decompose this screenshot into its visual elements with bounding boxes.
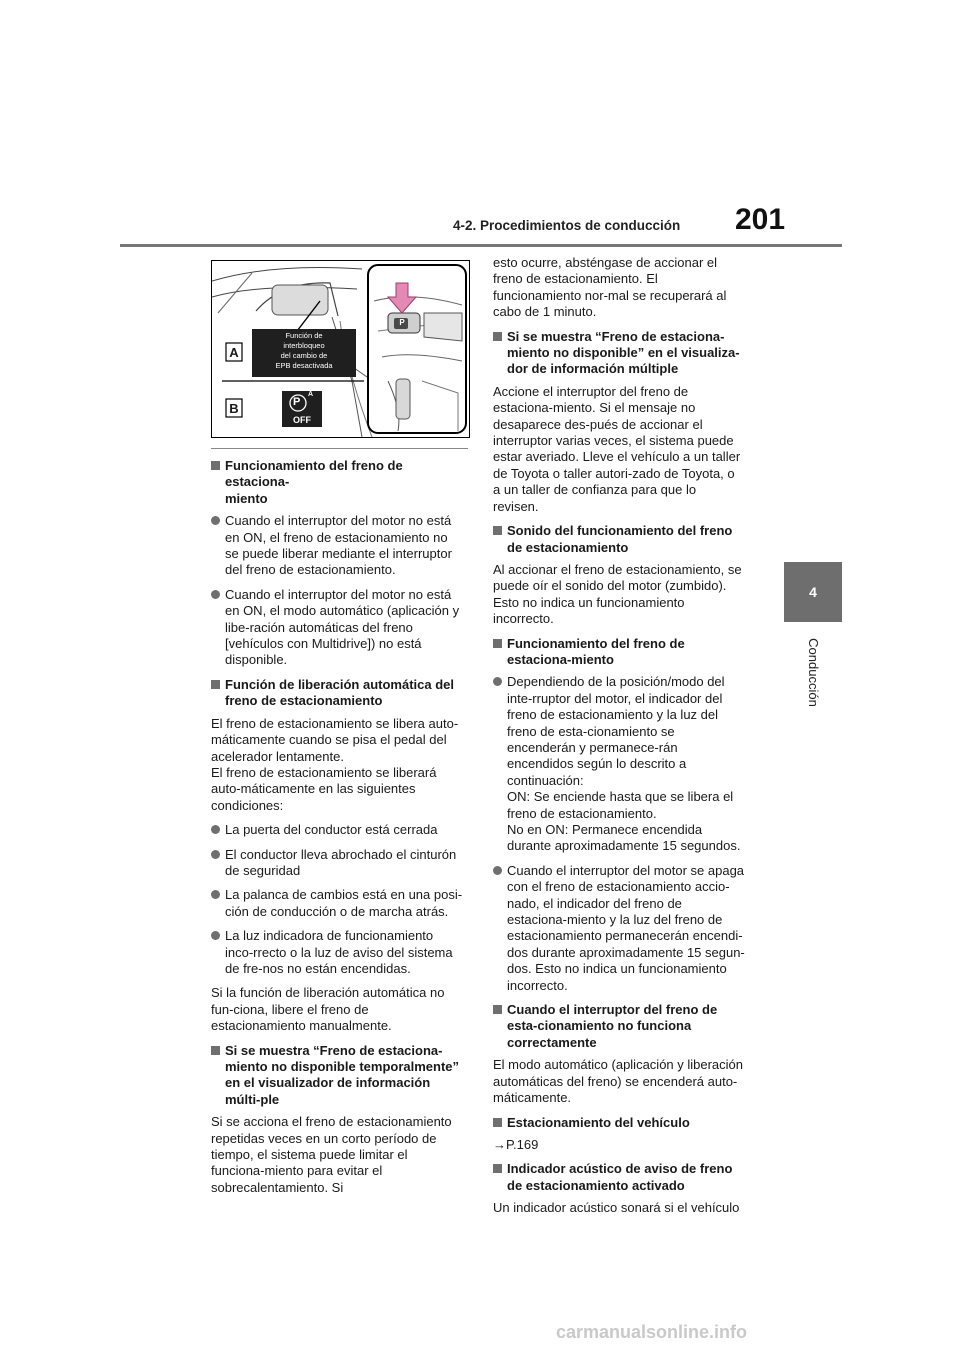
paragraph: esto ocurre, absténgase de accionar el freno de estacionamiento. El funcionamiento nor-mal se recuperará al cabo de 1 minuto. <box>493 255 727 320</box>
bullet-item: Dependiendo de la posición/modo del inte-rruptor del motor, el indicador del freno de estacionamiento y la luz del freno de esta-cionamiento se encenderán y permanece-rán encendidos según lo descrito a continuación: ON: Se enciende hasta que se libera el freno de estacionamiento. No en ON: Permanece encendida durante aproximadamente 15 segundos. <box>493 674 745 854</box>
heading-square-icon <box>493 1164 502 1173</box>
heading-square-icon <box>211 680 220 689</box>
section-heading: Cuando el interruptor del freno de esta-cionamiento no funciona correctamente <box>493 1002 745 1051</box>
heading-square-icon <box>493 332 502 341</box>
bullet-dot-icon <box>493 677 502 686</box>
section-heading: Si se muestra “Freno de estaciona-miento no disponible” en el visualiza-dor de información múltiple <box>493 329 745 378</box>
section-heading: Funcionamiento del freno de estaciona- miento <box>211 458 463 507</box>
bullet-item: Cuando el interruptor del motor se apaga con el freno de estacionamiento accio-nado, el indicador del freno de estaciona-miento y la luz del freno de estacionamiento permanecerán encendi-dos durante aproximadamente 15 segun-dos. Esto no indica un funcionamiento incorrecto. <box>493 863 745 994</box>
section-heading: Función de liberación automática del freno de estacionamiento <box>211 677 463 710</box>
heading-square-icon <box>211 1046 220 1055</box>
section-heading: Estacionamiento del vehículo <box>493 1115 745 1131</box>
section-heading: Funcionamiento del freno de estaciona-miento <box>493 636 745 669</box>
chapter-label: Conducción <box>805 637 821 707</box>
bullet-dot-icon <box>211 931 220 940</box>
page-number: 201 <box>735 203 786 236</box>
section-heading: Indicador acústico de aviso de freno de estacionamiento activado <box>493 1161 745 1194</box>
bullet-dot-icon <box>211 825 220 834</box>
header-rule <box>120 244 842 247</box>
chapter-tab[interactable] <box>784 562 842 622</box>
page-reference-link[interactable]: →P.169 <box>493 1136 539 1152</box>
figure-label-a: A <box>229 345 239 360</box>
paragraph: El freno de estacionamiento se libera auto-máticamente cuando se pisa el pedal del acelerador lentamente. El freno de estacionamiento se liberará auto-máticamente en las siguientes condiciones: <box>211 715 459 813</box>
bullet-item: La palanca de cambios está en una posi-ción de conducción o de marcha atrás. <box>211 887 463 920</box>
watermark: carmanualsonline.info <box>556 1322 748 1342</box>
heading-square-icon <box>493 526 502 535</box>
paragraph: Un indicador acústico sonará si el vehículo <box>493 1200 740 1216</box>
paragraph: Accione el interruptor del freno de estaciona-miento. Si el mensaje no desaparece des-pués de accionar el interruptor varias veces, el sistema puede estar averiado. Lleve el vehículo a un taller de Toyota o taller autori-zado de Toyota, o a un taller de confianza para que lo revisen. <box>493 383 741 514</box>
bullet-dot-icon <box>211 516 220 525</box>
heading-square-icon <box>493 639 502 648</box>
switch-button-label: P <box>399 318 405 327</box>
message-line: Función de <box>285 331 323 340</box>
epb-message-panel <box>252 331 356 375</box>
heading-square-icon <box>493 1118 502 1127</box>
message-line: interbloqueo <box>283 341 325 350</box>
icon-text-off: OFF <box>293 415 311 425</box>
illustration-figure <box>211 260 470 438</box>
section-heading: Si se muestra “Freno de estaciona-miento no disponible temporalmente” en el visualizador de información múlti-ple <box>211 1043 463 1109</box>
section-heading: Sonido del funcionamiento del freno de estacionamiento <box>493 523 745 556</box>
bullet-item: La puerta del conductor está cerrada <box>211 822 463 838</box>
message-line: del cambio de <box>280 351 328 360</box>
paragraph: Si se acciona el freno de estacionamiento repetidas veces en un corto período de tiempo, el sistema puede limitar el funciona-miento para evitar el sobrecalentamiento. Si <box>211 1114 452 1195</box>
icon-text-p: P <box>293 396 301 408</box>
icon-text-a: A <box>308 391 314 398</box>
bullet-dot-icon <box>211 850 220 859</box>
bullet-dot-icon <box>493 866 502 875</box>
left-column <box>211 458 463 1204</box>
bullet-dot-icon <box>211 590 220 599</box>
message-line: EPB desactivada <box>275 361 333 370</box>
chapter-number: 4 <box>809 584 817 600</box>
paragraph: Al accionar el freno de estacionamiento, se puede oír el sonido del motor (zumbido). Esto no indica un funcionamiento incorrecto. <box>493 561 742 627</box>
bullet-item: Cuando el interruptor del motor no está en ON, el modo automático (aplicación y libe-ración automáticas del freno [vehículos con Multidrive]) no está disponible. <box>211 587 463 669</box>
bullet-item: El conductor lleva abrochado el cinturón de seguridad <box>211 847 463 880</box>
bullet-dot-icon <box>211 890 220 899</box>
heading-square-icon <box>493 1005 502 1014</box>
bullet-item: Cuando el interruptor del motor no está en ON, el freno de estacionamiento no se puede liberar mediante el interruptor del freno de estacionamiento. <box>211 513 463 579</box>
paragraph: El modo automático (aplicación y liberación automáticas del freno) se encenderá auto-máticamente. <box>493 1057 744 1106</box>
paragraph: Si la función de liberación automática no fun-ciona, libere el freno de estacionamiento manualmente. <box>211 985 445 1034</box>
figure-label-b: B <box>229 401 239 416</box>
heading-square-icon <box>211 461 220 470</box>
bullet-item: La luz indicadora de funcionamiento inco-rrecto o la luz de aviso del sistema de fre-nos no están encendidas. <box>211 928 463 977</box>
figure-separator <box>211 448 468 449</box>
header-section-title: 4-2. Procedimientos de conducción <box>453 218 681 233</box>
right-column <box>493 255 745 1225</box>
